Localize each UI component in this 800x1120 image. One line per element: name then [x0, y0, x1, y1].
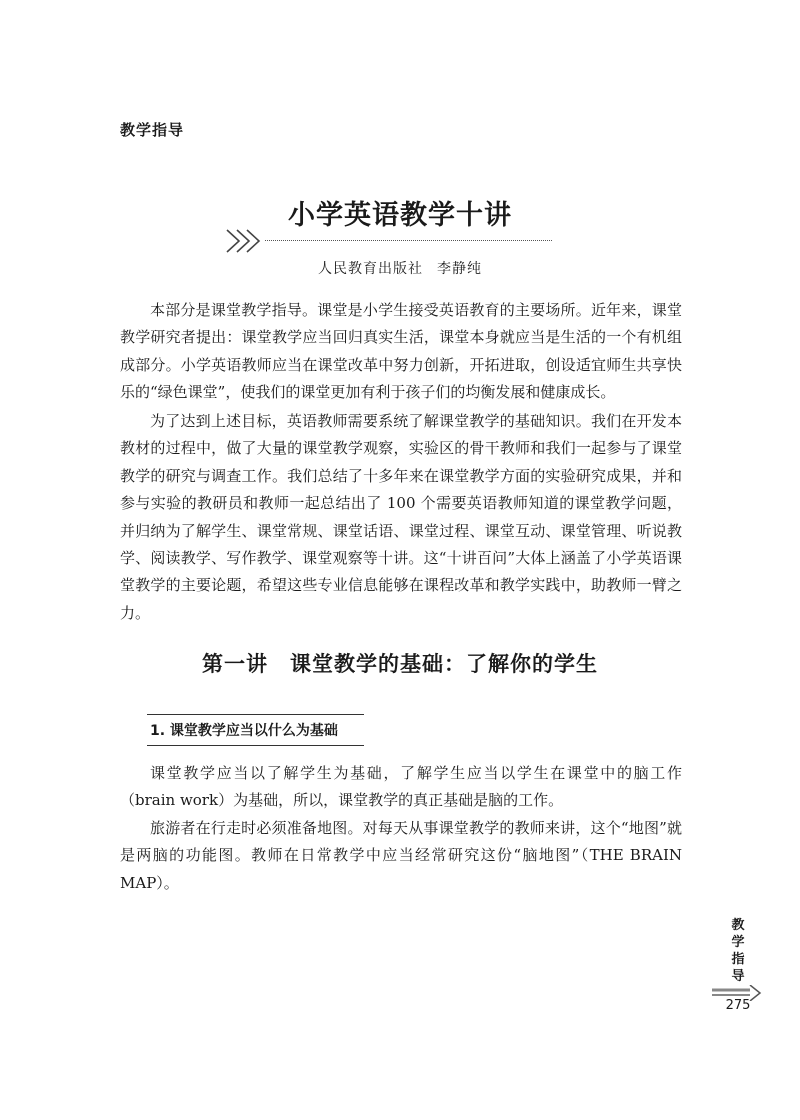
subheading-rule-top [147, 714, 364, 715]
intro-paragraph-2: 为了达到上述目标，英语教师需要系统了解课堂教学的基础知识。我们在开发本教材的过程中，做了大量的课堂教学观察，实验区的骨干教师和我们一起参与了课堂教学的研究与调查工作。我们总结了十多年来在课堂教学方面的实验研究成果，并和参与实验的教研员和教师一起总结出了 100 个需要英语教师知道的课堂教学问题，并归纳为了解学生、课堂常规、课堂话语、课堂过程、课堂互动、课堂管理、听说教学、阅读教学、写作教学、课堂观察等十讲。这“十讲百问”大体上涵盖了小学英语课堂教学的主要论题，希望这些专业信息能够在课程改革和教学实践中，助教师一臂之力。 [120, 412, 682, 622]
body-paragraph-1: 课堂教学应当以了解学生为基础，了解学生应当以学生在课堂中的脑工作（brain work）为基础，所以，课堂教学的真正基础是脑的工作。 [120, 764, 682, 810]
page-number: 275 [725, 998, 751, 1013]
author: 李静纯 [437, 261, 482, 277]
lecture-title: 第一讲 课堂教学的基础：了解你的学生 [202, 652, 598, 676]
intro-paragraph-1: 本部分是课堂教学指导。课堂是小学生接受英语教育的主要场所。近年来，课堂教学研究者提出：课堂教学应当回归真实生活，课堂本身就应当是生活的一个有机组成部分。小学英语教师应当在课堂改革中努力创新，开拓进取，创设适宜师生共享快乐的“绿色课堂”，使我们的课堂更加有利于孩子们的均衡发展和健康成长。 [120, 301, 682, 402]
subheading: 1. 课堂教学应当以什么为基础 [150, 723, 338, 739]
title-dotted-rule [265, 240, 552, 241]
chevrons-icon [225, 228, 269, 254]
side-tab: 教学指导 [731, 918, 745, 984]
section-tag: 教学指导 [120, 121, 185, 139]
body-paragraph-2: 旅游者在行走时必须准备地图。对每天从事课堂教学的教师来讲，这个“地图”就是两脑的功能图。教师在日常教学中应当经常研究这份“脑地图”（THE BRAIN MAP）。 [120, 819, 682, 892]
publisher: 人民教育出版社 [318, 261, 423, 277]
byline [0, 258, 800, 278]
subheading-rule-bottom [147, 745, 364, 746]
page-title: 小学英语教学十讲 [288, 200, 512, 231]
